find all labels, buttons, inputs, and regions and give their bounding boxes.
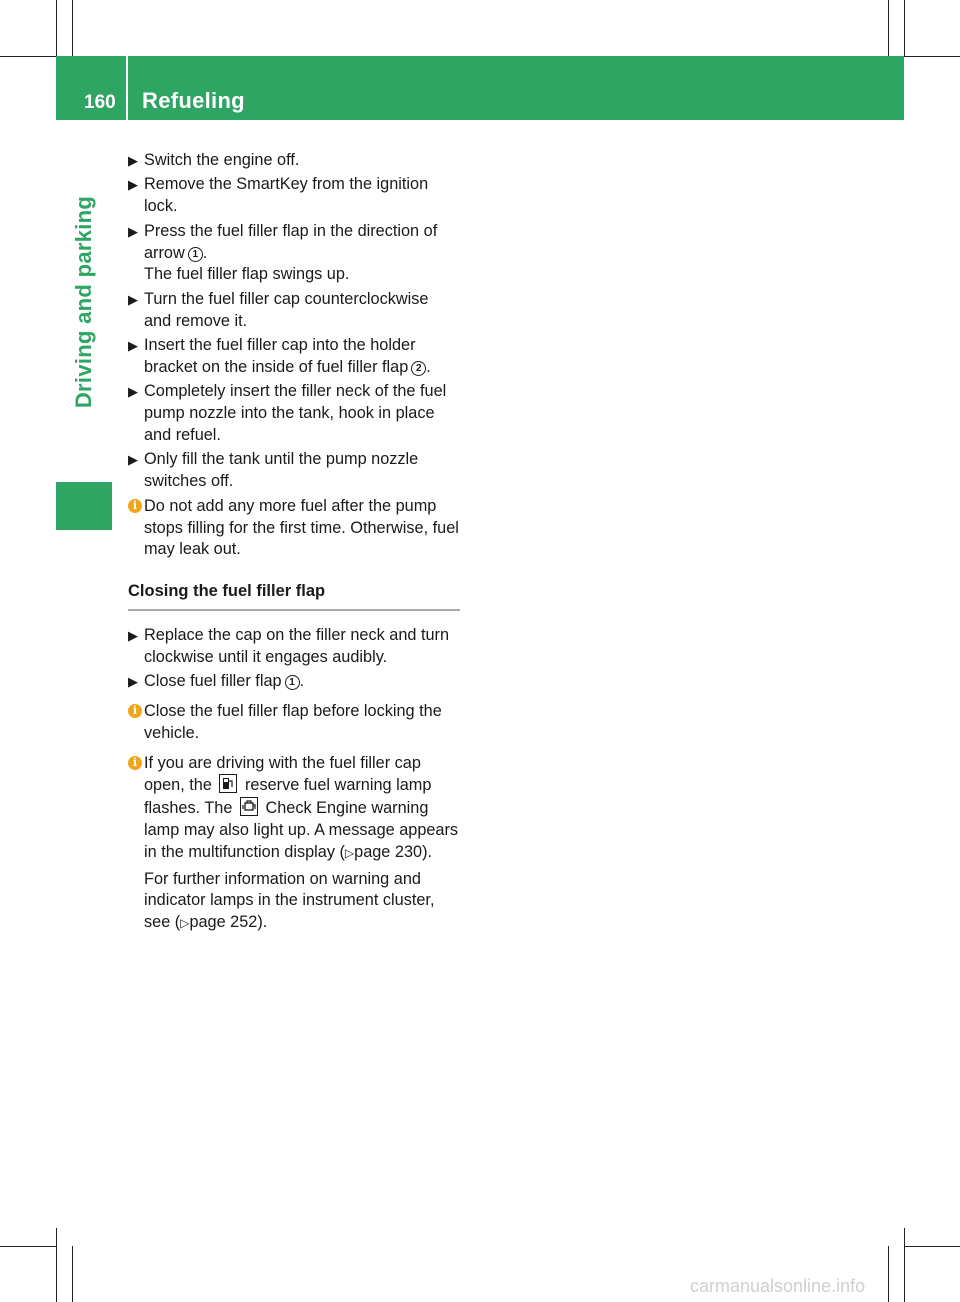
section-spacer (128, 611, 460, 625)
crop-mark (0, 56, 56, 57)
step-text: Switch the engine off. (144, 151, 300, 169)
info-text: Do not add any more fuel after the pump stops filling for the first time. Otherwise, fuel may leak out. (144, 496, 459, 559)
step-text-end: . (202, 243, 208, 262)
fuel-pump-icon (219, 774, 237, 793)
step-result: The fuel filler flap swings up. (144, 265, 350, 284)
instruction-step (128, 150, 460, 172)
crop-mark (888, 1246, 889, 1302)
chapter-title: Refueling (142, 88, 245, 113)
info-icon: i (128, 499, 142, 513)
info-paragraph (144, 753, 460, 865)
info-text: For further information on warning and indicator lamps in the instrument cluster, see ( (144, 869, 435, 932)
step-arrow-icon: ▶ (128, 223, 138, 239)
side-tab-block (56, 482, 112, 530)
step-arrow-icon: ▶ (128, 674, 138, 690)
step-arrow-icon: ▶ (128, 452, 138, 468)
step-arrow-icon: ▶ (128, 384, 138, 400)
crop-mark (904, 1246, 960, 1247)
instruction-step (128, 625, 460, 669)
step-text: Only fill the tank until the pump nozzle switches off. (144, 450, 419, 491)
instruction-step (128, 221, 460, 286)
side-tab-label: Driving and parking (71, 195, 97, 409)
step-text: Replace the cap on the filler neck and turn clockwise until it engages audibly. (144, 625, 450, 666)
info-text: Close the fuel filler flap before locking the vehicle. (144, 702, 442, 742)
info-icon: i (128, 704, 142, 718)
callout-marker: 2 (411, 361, 426, 376)
callout-marker: 1 (285, 675, 300, 690)
instruction-step (128, 381, 460, 446)
page-content (128, 150, 460, 939)
page-reference-triangle-icon: ▷ (344, 845, 355, 860)
step-text-end: . (426, 357, 431, 376)
page-reference[interactable]: page 230 (354, 842, 423, 861)
step-text: Turn the fuel filler cap counterclockwise and remove it. (144, 289, 429, 330)
info-note (128, 701, 460, 745)
page-number: 160 (84, 92, 116, 113)
step-arrow-icon: ▶ (128, 627, 138, 643)
info-paragraph (144, 869, 460, 935)
crop-mark (72, 1246, 73, 1302)
step-arrow-icon: ▶ (128, 338, 138, 354)
instruction-step (128, 174, 460, 218)
crop-mark (56, 1228, 57, 1302)
crop-mark (0, 1246, 56, 1247)
step-arrow-icon: ▶ (128, 177, 138, 193)
info-note (128, 753, 460, 935)
watermark: carmanualsonline.info (690, 1276, 866, 1296)
step-arrow-icon: ▶ (128, 153, 138, 168)
crop-mark (904, 1228, 905, 1302)
side-tab-label-wrap (56, 120, 112, 484)
info-text: ). (422, 842, 433, 861)
header-divider (126, 56, 128, 120)
step-arrow-icon: ▶ (128, 291, 138, 307)
info-text: ). (257, 913, 268, 932)
page-reference[interactable]: page 252 (189, 913, 258, 932)
step-text: Remove the SmartKey from the ignition lock. (144, 175, 429, 216)
instruction-step (128, 289, 460, 333)
info-text: Check Engine warning lamp may also light up. A message appears in the multifunction display ( (144, 799, 459, 861)
step-text: Press the fuel filler flap in the direction of arrow (144, 221, 438, 262)
instruction-step (128, 335, 460, 379)
step-text: Insert the fuel filler cap into the holder bracket on the inside of fuel filler flap (144, 336, 416, 376)
callout-marker: 1 (188, 247, 203, 262)
step-text: Close fuel filler flap (144, 672, 282, 691)
crop-mark (904, 0, 905, 56)
section-heading: Closing the fuel filler flap (128, 581, 460, 611)
info-text: If you are driving with the fuel filler cap open, the (144, 753, 421, 795)
instruction-step (128, 449, 460, 493)
crop-mark (56, 0, 57, 56)
info-icon: i (128, 756, 142, 770)
info-note (128, 496, 460, 561)
engine-icon (240, 797, 258, 816)
info-text: reserve fuel warning lamp flashes. The (144, 776, 432, 818)
instruction-step (128, 671, 460, 693)
crop-mark (888, 0, 889, 56)
page-reference-triangle-icon: ▷ (180, 916, 190, 931)
info-body (144, 753, 460, 935)
crop-mark (72, 0, 73, 56)
step-text: Completely insert the filler neck of the fuel pump nozzle into the tank, hook in place and refuel. (144, 382, 447, 444)
step-text-end: . (299, 672, 305, 691)
crop-mark (904, 56, 960, 57)
